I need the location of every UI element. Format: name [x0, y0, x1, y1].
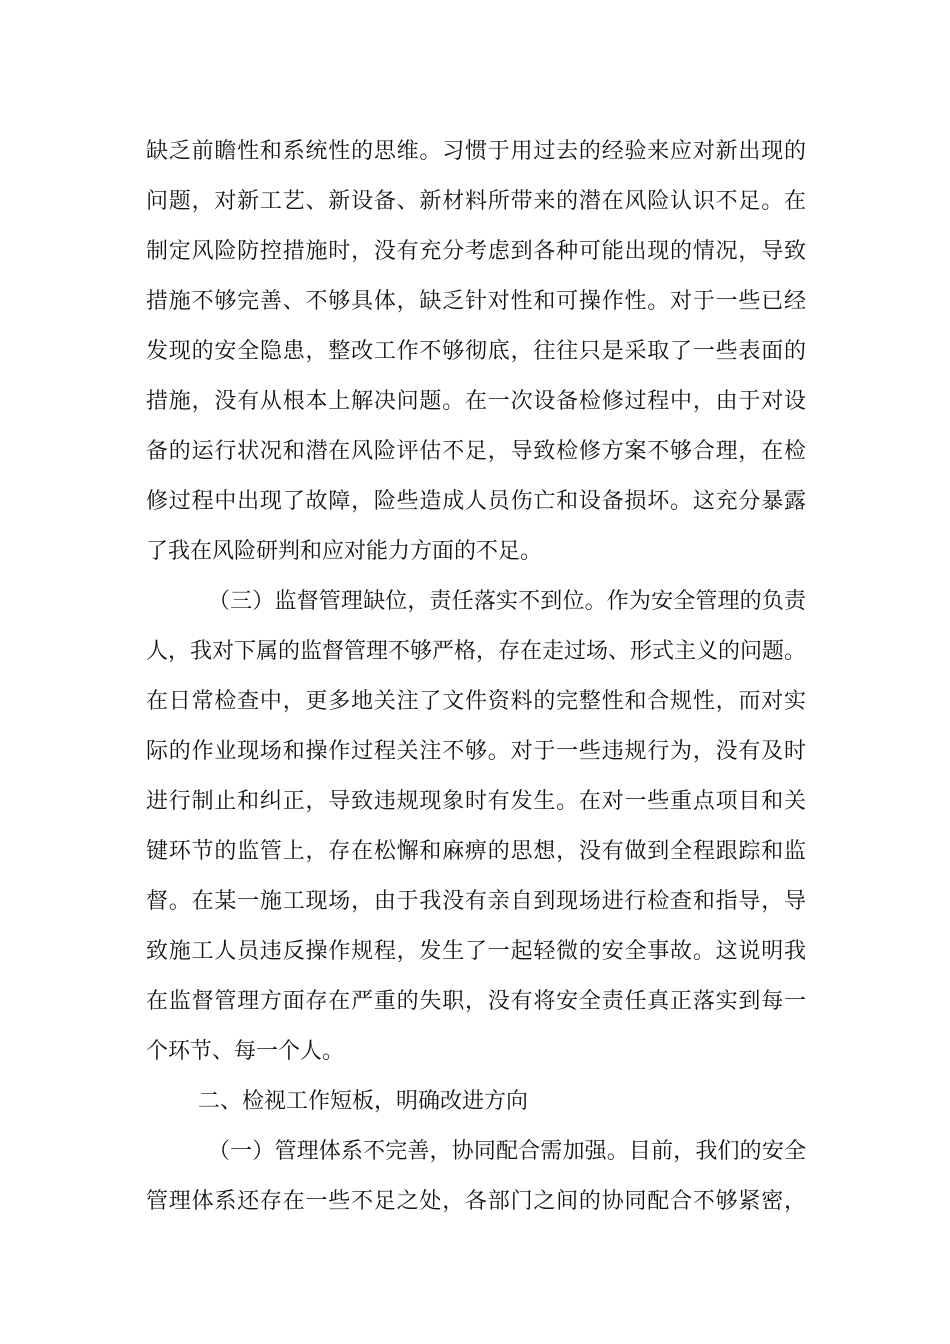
text-line: 问题，对新工艺、新设备、新材料所带来的潜在风险认识不足。在	[146, 189, 806, 214]
text-line: 键环节的监管上，存在松懈和麻痹的思想，没有做到全程跟踪和监	[146, 839, 806, 864]
text-line: 致施工人员违反操作规程，发生了一起轻微的安全事故。这说明我	[146, 939, 806, 964]
text-line: （三）监督管理缺位，责任落实不到位。作为安全管理的负责	[208, 589, 806, 614]
section-heading: 二、检视工作短板，明确改进方向	[198, 1089, 529, 1114]
text-line: 督。在某一施工现场，由于我没有亲自到现场进行检查和指导，导	[146, 889, 806, 914]
text-line: 管理体系还存在一些不足之处，各部门之间的协同配合不够紧密，	[146, 1189, 806, 1214]
text-line: 了我在风险研判和应对能力方面的不足。	[146, 539, 543, 564]
text-line: 进行制止和纠正，导致违规现象时有发生。在对一些重点项目和关	[146, 789, 806, 814]
text-line: 在日常检查中，更多地关注了文件资料的完整性和合规性，而对实	[146, 689, 806, 714]
text-line: 际的作业现场和操作过程关注不够。对于一些违规行为，没有及时	[146, 739, 806, 764]
text-line: （一）管理体系不完善，协同配合需加强。目前，我们的安全	[208, 1139, 806, 1164]
text-line: 备的运行状况和潜在风险评估不足，导致检修方案不够合理，在检	[146, 439, 806, 464]
text-line: 措施，没有从根本上解决问题。在一次设备检修过程中，由于对设	[146, 389, 806, 414]
text-line: 发现的安全隐患，整改工作不够彻底，往往只是采取了一些表面的	[146, 339, 806, 364]
paragraph-management-system	[146, 1127, 806, 1227]
document-body	[146, 127, 806, 1227]
paragraph-supervision	[146, 577, 806, 1077]
paragraph-risk-assessment	[146, 127, 806, 577]
text-line: 修过程中出现了故障，险些造成人员伤亡和设备损坏。这充分暴露	[146, 489, 806, 514]
text-line: 人，我对下属的监督管理不够严格，存在走过场、形式主义的问题。	[146, 639, 807, 664]
text-line: 在监督管理方面存在严重的失职，没有将安全责任真正落实到每一	[146, 989, 806, 1014]
text-line: 个环节、每一个人。	[146, 1039, 345, 1064]
text-line: 缺乏前瞻性和系统性的思维。习惯于用过去的经验来应对新出现的	[146, 139, 806, 164]
text-line: 制定风险防控措施时，没有充分考虑到各种可能出现的情况，导致	[146, 239, 806, 264]
text-line: 措施不够完善、不够具体，缺乏针对性和可操作性。对于一些已经	[146, 289, 806, 314]
